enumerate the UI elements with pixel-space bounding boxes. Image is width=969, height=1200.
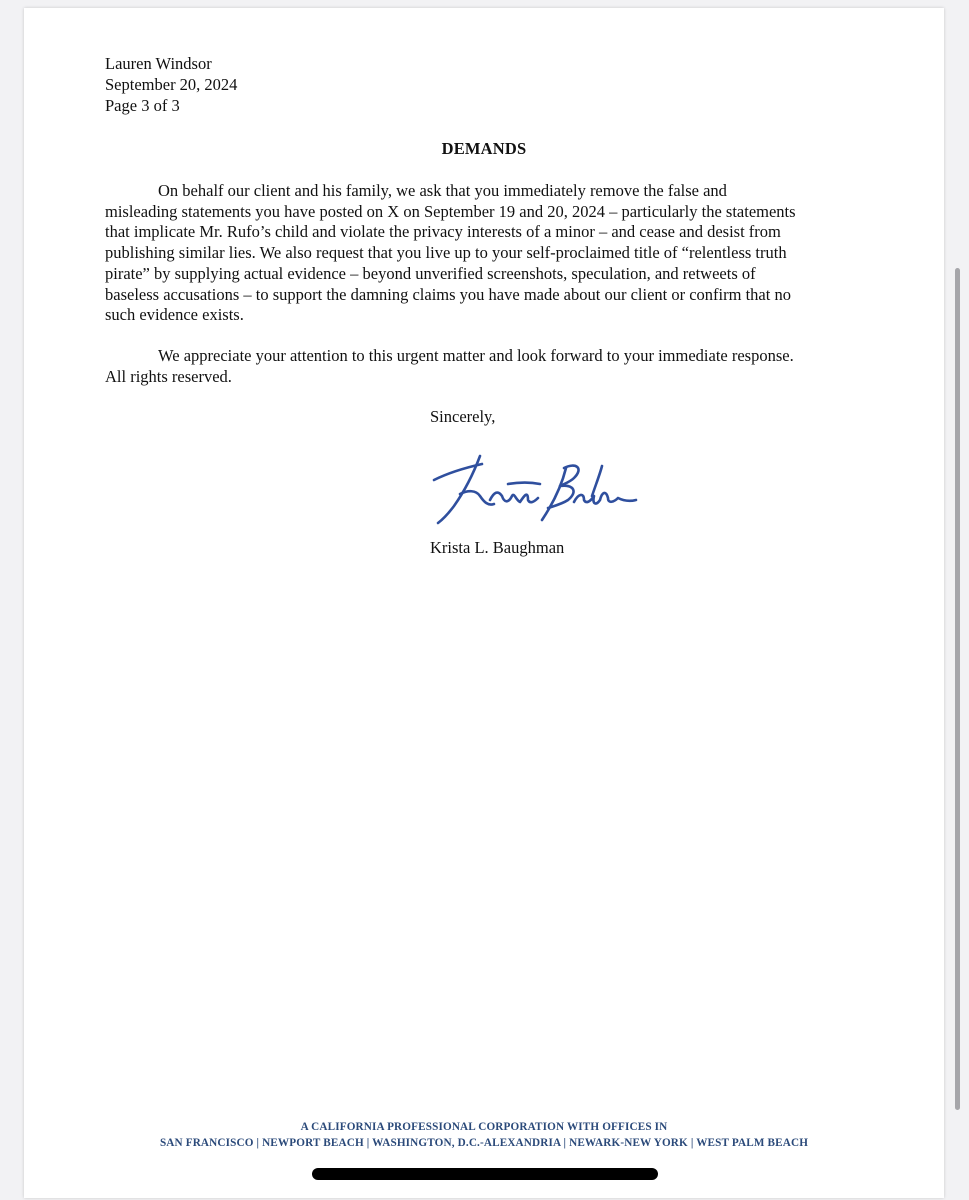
page-number: Page 3 of 3 xyxy=(105,96,180,115)
demands-paragraph xyxy=(105,181,865,326)
signer-name: Krista L. Baughman xyxy=(430,538,565,557)
paragraph-line: baseless accusations – to support the damning claims you have made about our client or confirm that no xyxy=(105,284,791,304)
document-page xyxy=(24,8,944,1198)
footer-line-corporation: A CALIFORNIA PROFESSIONAL CORPORATION WITH OFFICES IN xyxy=(300,1121,668,1133)
paragraph-line: pirate” by supplying actual evidence – beyond unverified screenshots, speculation, and retweets of xyxy=(105,263,756,283)
closing-paragraph xyxy=(105,346,865,387)
paragraph-line: that implicate Mr. Rufo’s child and violate the privacy interests of a minor – and cease and desist from xyxy=(105,222,781,242)
section-heading: DEMANDS xyxy=(441,139,527,158)
letter-date: September 20, 2024 xyxy=(105,75,238,94)
paragraph-line: All rights reserved. xyxy=(105,366,232,386)
closing-salutation: Sincerely, xyxy=(430,407,496,426)
letter-header xyxy=(105,53,237,116)
paragraph-line: We appreciate your attention to this urgent matter and look forward to your immediate response. xyxy=(158,346,794,365)
vertical-scrollbar[interactable] xyxy=(955,268,960,1110)
paragraph-line: On behalf our client and his family, we ask that you immediately remove the false and xyxy=(158,181,727,200)
paragraph-line: publishing similar lies. We also request that you live up to your self-proclaimed title of “relentless truth xyxy=(105,243,787,263)
home-indicator[interactable] xyxy=(312,1168,658,1180)
footer-line-offices: SAN FRANCISCO | NEWPORT BEACH | WASHINGTON, D.C.-ALEXANDRIA | NEWARK-NEW YORK | WEST PALM BEACH xyxy=(159,1137,809,1149)
letterhead-footer xyxy=(24,1119,944,1151)
paragraph-line: such evidence exists. xyxy=(105,305,244,325)
recipient-name: Lauren Windsor xyxy=(105,54,212,73)
paragraph-line: misleading statements you have posted on X on September 19 and 20, 2024 – particularly the statements xyxy=(105,201,796,221)
handwritten-signature xyxy=(424,444,644,534)
